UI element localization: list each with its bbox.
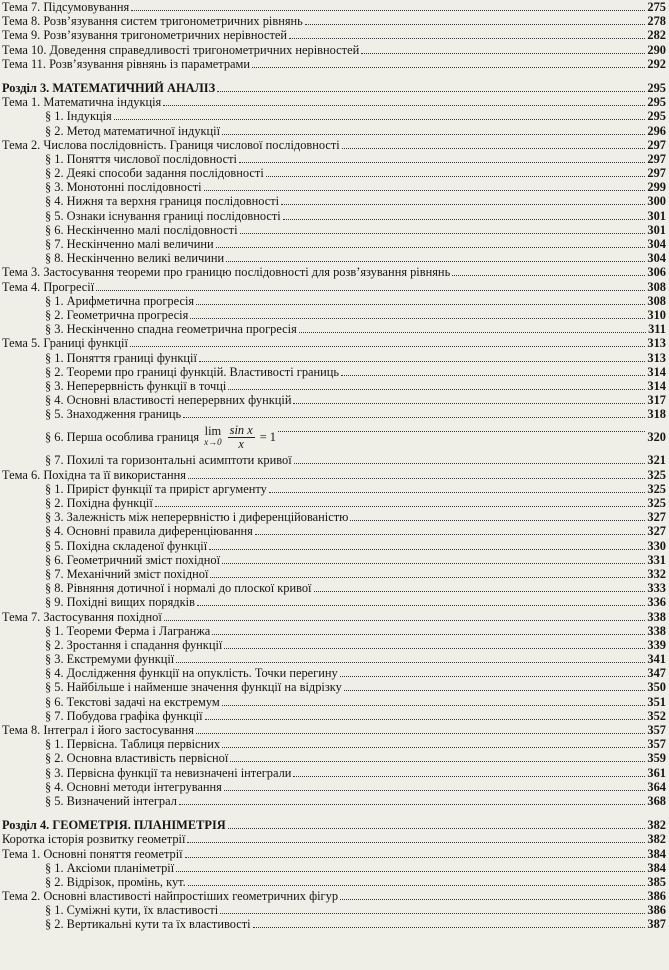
paragraph-row[interactable] [0,861,669,875]
dot-leader [299,323,646,333]
paragraph-row[interactable] [0,407,669,421]
toc-entry-title: § 2. Відрізок, промінь, кут. [45,874,186,889]
dot-leader [361,44,645,54]
dot-leader [130,337,645,347]
dot-leader [239,153,645,163]
page-number: 275 [647,0,666,14]
page-number: 306 [647,265,666,280]
dot-leader [281,195,645,205]
page-number: 338 [647,609,666,624]
dot-leader [344,681,646,691]
dot-leader [283,210,646,220]
paragraph-row[interactable] [0,496,669,510]
fraction [228,424,255,451]
page-number: 351 [647,694,666,709]
page-number: 297 [647,137,666,152]
dot-leader [196,295,645,305]
topic-row[interactable] [0,138,669,152]
page-number: 368 [647,793,666,808]
page-number: 357 [647,737,666,752]
toc-entry-title: § 6. Нескінченно малі послідовності [45,222,238,237]
paragraph-row[interactable] [0,152,669,166]
page-number: 387 [647,917,666,932]
paragraph-row[interactable] [0,567,669,581]
dot-leader [216,238,646,248]
dot-leader [164,611,646,621]
section-heading-row[interactable] [0,818,669,832]
page-number: 330 [647,538,666,553]
page-number: 310 [647,307,666,322]
topic-row[interactable] [0,610,669,624]
page-number: 314 [647,364,666,379]
dot-leader [187,833,645,843]
dot-leader [222,554,645,564]
toc-entry-title: Тема 8. Розв’язування систем тригонометричних рівнянь [2,14,303,29]
toc-entry-title: Тема 1. Математична індукція [2,95,162,110]
paragraph-row[interactable] [0,422,669,452]
paragraph-row[interactable] [0,553,669,567]
paragraph-row[interactable] [0,223,669,237]
toc-entry-title: Тема 2. Основні властивості найпростіших геометричних фігур [2,889,339,904]
topic-row[interactable] [0,28,669,42]
dot-leader [220,904,645,914]
paragraph-row[interactable] [0,539,669,553]
dot-leader [342,139,646,149]
page-number: 338 [647,623,666,638]
toc-entry-title: § 3. Залежність між неперервністю і диференційованістю [45,510,349,525]
paragraph-row[interactable] [0,308,669,322]
dot-leader [209,540,645,550]
toc-entry-title: § 4. Основні властивості неперервних функцій [45,393,292,408]
page-number: 327 [647,510,666,525]
dot-leader [222,696,646,706]
dot-leader [204,181,646,191]
page-number: 339 [647,637,666,652]
dot-leader [197,596,645,606]
paragraph-row[interactable] [0,209,669,223]
page-number: 325 [647,496,666,510]
paragraph-row[interactable] [0,482,669,496]
toc-entry-title: Тема 4. Прогресії [2,279,95,294]
paragraph-row[interactable] [0,695,669,709]
page-number: 384 [647,846,666,861]
toc-entry-title: § 4. Основні правила диференціювання [45,524,253,539]
toc-entry-title: Розділ 3. МАТЕМАТИЧНИЙ АНАЛІЗ [2,80,216,95]
page-number: 361 [647,765,666,780]
page-number: 297 [647,166,666,181]
page-number: 313 [647,350,666,365]
topic-row[interactable] [0,832,669,846]
topic-row[interactable] [0,336,669,350]
dot-leader [228,380,645,390]
toc-entry-title: § 6. Перша особлива границя [45,430,200,445]
toc-entry-title: § 7. Механічний зміст похідної [45,566,209,581]
dot-leader [188,876,646,886]
page-number: 321 [647,453,666,468]
paragraph-row[interactable] [0,751,669,765]
toc-entry-title: § 5. Знаходження границь [45,407,182,422]
dot-leader [340,667,646,677]
toc-entry-title: § 3. Неперервність функції в точці [45,378,227,393]
toc-entry-title: Тема 7. Підсумовування [2,0,130,14]
dot-leader [188,469,645,479]
toc-entry-title: § 5. Ознаки існування границі послідовності [45,208,281,223]
dot-leader [190,309,645,319]
dot-leader [183,408,645,418]
dot-leader [289,29,645,39]
toc-entry-title: Тема 6. Похідна та її використання [2,467,186,482]
page-number: 311 [648,322,666,337]
paragraph-row[interactable] [0,351,669,365]
paragraph-row[interactable] [0,109,669,123]
dot-leader [196,724,645,734]
dot-leader [205,710,646,720]
dot-leader [350,511,645,521]
dot-leader [294,454,646,464]
dot-leader [252,58,645,68]
toc-entry-title: § 8. Нескінченно великі величини [45,251,225,266]
page-number: 295 [647,95,666,110]
toc-entry-title: § 2. Деякі способи задання послідовності [45,166,264,181]
dot-leader [226,252,645,262]
page-number: 308 [647,279,666,294]
paragraph-row[interactable] [0,794,669,808]
toc-entry-title: § 3. Первісна функції та невизначені інтеграли [45,765,292,780]
page-number: 347 [647,666,666,681]
toc-entry-title: § 2. Вертикальні кути та їх властивості [45,917,251,932]
dot-leader [217,82,645,92]
toc-entry-title: § 2. Геометрична прогресія [45,307,189,322]
dot-leader [314,582,646,592]
toc-entry-title: § 5. Найбільше і найменше значення функції на відрізку [45,680,342,695]
toc-entry-title: § 6. Геометричний зміст похідної [45,552,221,567]
toc-entry-title: Тема 1. Основні поняття геометрії [2,846,183,861]
toc-entry-title: § 4. Нижня та верхня границя послідовності [45,194,280,209]
toc-entry-title: § 2. Основна властивість первісної [45,751,229,766]
toc-entry-title: § 1. Аксіоми планіметрії [45,860,175,875]
paragraph-row[interactable] [0,737,669,751]
paragraph-row[interactable] [0,581,669,595]
topic-row[interactable] [0,723,669,737]
toc-entry-title: Тема 8. Інтеграл і його застосування [2,723,194,737]
toc-entry-title: § 5. Похідна складеної функції [45,538,208,553]
formula-rhs: = 1 [259,430,276,445]
toc-entry-title: § 1. Суміжні кути, їх властивості [45,903,219,918]
dot-leader [266,167,646,177]
dot-leader [222,738,645,748]
toc-entry-title: § 8. Рівняння дотичної і нормалі до плоскої кривої [45,581,312,596]
paragraph-row[interactable] [0,595,669,609]
topic-row[interactable] [0,57,669,71]
dot-leader [253,918,646,928]
page-number: 278 [647,14,666,29]
paragraph-row[interactable] [0,666,669,680]
topic-row[interactable] [0,95,669,109]
topic-row[interactable] [0,280,669,294]
page-number: 331 [647,552,666,567]
page-number: 300 [647,194,666,209]
dot-leader [341,366,645,376]
paragraph-row[interactable] [0,780,669,794]
toc-entry-title: § 1. Первісна. Таблиця первісних [45,737,221,752]
toc-entry-title: Тема 5. Границі функції [2,336,128,351]
paragraph-row[interactable] [0,624,669,638]
dot-leader [293,394,645,404]
section-heading-row[interactable] [0,81,669,95]
paragraph-row[interactable] [0,294,669,308]
toc-entry-title: Тема 9. Розв’язування тригонометричних нерівностей [2,28,288,43]
dot-leader [179,795,646,805]
dot-leader [199,352,645,362]
dot-leader [230,752,645,762]
paragraph-row[interactable] [0,652,669,666]
page-number: 304 [647,237,666,251]
topic-row[interactable] [0,43,669,57]
paragraph-row[interactable] [0,453,669,467]
page-number: 282 [647,28,666,43]
page-number: 386 [647,903,666,918]
toc-entry-title: Коротка історія розвитку геометрії [2,832,186,847]
topic-row[interactable] [0,468,669,482]
paragraph-row[interactable] [0,180,669,194]
page-number: 292 [647,56,666,71]
dot-leader [305,15,646,25]
page-number: 382 [647,832,666,847]
dot-leader [340,890,645,900]
paragraph-row[interactable] [0,194,669,208]
page-number: 364 [647,779,666,794]
fraction-numerator: sin x [229,422,253,437]
dot-leader [185,848,646,858]
dot-leader [212,625,645,635]
paragraph-row[interactable] [0,766,669,780]
toc-entry-title: § 1. Індукція [45,109,112,124]
toc-entry-title: § 3. Екстремуми функції [45,652,175,667]
paragraph-row[interactable] [0,393,669,407]
paragraph-row[interactable] [0,124,669,138]
page-number: 314 [647,378,666,393]
dot-leader [293,767,645,777]
paragraph-row[interactable] [0,680,669,694]
paragraph-row[interactable] [0,638,669,652]
paragraph-row[interactable] [0,903,669,917]
toc-entry-title: § 2. Теореми про границі функцій. Властивості границь [45,364,340,379]
page-number: 341 [647,652,666,667]
page-number: 333 [647,581,666,596]
page-number: 384 [647,860,666,875]
paragraph-row[interactable] [0,379,669,393]
toc-entry-title: Тема 10. Доведення справедливості тригонометричних нерівностей [2,42,360,57]
dot-leader [224,639,645,649]
toc-entry-title: § 1. Теореми Ферма і Лагранжа [45,623,211,638]
toc-entry-title: § 1. Приріст функції та приріст аргументу [45,481,267,496]
toc-entry-title: § 3. Монотонні послідовності [45,180,202,195]
page-number: 327 [647,524,666,539]
dot-leader [176,862,645,872]
dot-leader [240,224,646,234]
dot-leader [269,483,646,493]
topic-row[interactable] [0,265,669,279]
page-number: 299 [647,180,666,195]
page-number: 296 [647,123,666,138]
toc-entry-title: § 6. Текстові задачі на екстремум [45,694,220,709]
dot-leader [131,1,645,11]
limit-formula [204,424,276,451]
fraction-denominator: x [238,436,244,451]
dot-leader [96,281,645,291]
topic-row[interactable] [0,14,669,28]
page-number: 382 [647,818,666,833]
page-number: 336 [647,595,666,610]
toc-entry-title: Тема 11. Розв’язування рівнянь із параметрами [2,56,251,71]
topic-row[interactable] [0,889,669,903]
toc-entry-title: § 2. Метод математичної індукції [45,123,221,138]
page-number: 317 [647,393,666,408]
paragraph-row[interactable] [0,875,669,889]
dot-leader [210,568,645,578]
dot-leader [452,266,645,276]
page-number: 385 [647,874,666,889]
toc-entry-title: Тема 3. Застосування теореми про границю послідовності для розв’язування рівнянь [2,265,451,280]
paragraph-row[interactable] [0,237,669,251]
page-number: 313 [647,336,666,351]
lim-label: lim [204,424,222,439]
toc-entry-title: § 2. Зростання і спадання функції [45,637,223,652]
lim-subscript: x→0 [204,437,222,448]
toc-entry-title: § 4. Дослідження функції на опуклість. Точки перегину [45,666,338,681]
paragraph-row[interactable] [0,251,669,265]
paragraph-row[interactable] [0,365,669,379]
page-number: 359 [647,751,666,766]
page-number: 304 [647,251,666,266]
dot-leader [155,497,646,507]
dot-leader [222,125,645,135]
toc-entry-title: § 4. Основні методи інтегрування [45,779,222,794]
paragraph-row[interactable] [0,524,669,538]
limit-operator [204,426,222,448]
toc-entry-title: Тема 2. Числова послідовність. Границя числової послідовності [2,137,340,152]
paragraph-row[interactable] [0,709,669,723]
toc-entry-title: § 1. Поняття границі функції [45,350,197,365]
toc-entry-title: § 7. Похилі та горизонтальні асимптоти кривої [45,453,292,468]
paragraph-row[interactable] [0,166,669,180]
page-number: 350 [647,680,666,695]
toc-entry-title: § 5. Визначений інтеграл [45,793,177,808]
toc-entry-title: § 7. Побудова графіка функції [45,708,203,723]
toc-entry-title: § 3. Нескінченно спадна геометрична прогресія [45,322,297,337]
paragraph-row[interactable] [0,322,669,336]
page-number: 352 [647,708,666,723]
toc-entry-title: Розділ 4. ГЕОМЕТРІЯ. ПЛАНІМЕТРІЯ [2,818,226,833]
dot-leader [228,819,646,829]
page-number: 295 [647,109,666,124]
toc-entry-title: § 9. Похідні вищих порядків [45,595,195,610]
paragraph-row[interactable] [0,917,669,931]
dot-leader [114,110,646,120]
toc-entry-title: § 1. Поняття числової послідовності [45,151,237,166]
page-number: 332 [647,566,666,581]
page-number: 320 [647,430,666,445]
toc-entry-title: § 1. Арифметична прогресія [45,293,195,308]
toc-entry-title: § 7. Нескінченно малі величини [45,237,214,251]
dot-leader [224,781,646,791]
page-number: 325 [647,481,666,496]
dot-leader [278,422,645,432]
page-number: 297 [647,151,666,166]
page-number: 290 [647,42,666,57]
toc-entry-title: § 2. Похідна функції [45,496,153,510]
toc-entry-title: Тема 7. Застосування похідної [2,609,162,624]
page-number: 301 [647,208,666,223]
topic-row[interactable] [0,847,669,861]
dot-leader [255,525,646,535]
page-number: 325 [647,467,666,482]
dot-leader [163,96,645,106]
page-number: 295 [647,80,666,95]
paragraph-row[interactable] [0,510,669,524]
page-number: 308 [647,293,666,308]
page-number: 301 [647,222,666,237]
topic-row[interactable] [0,0,669,14]
page-number: 357 [647,723,666,737]
dot-leader [176,653,645,663]
page-number: 386 [647,889,666,904]
page-number: 318 [647,407,666,422]
